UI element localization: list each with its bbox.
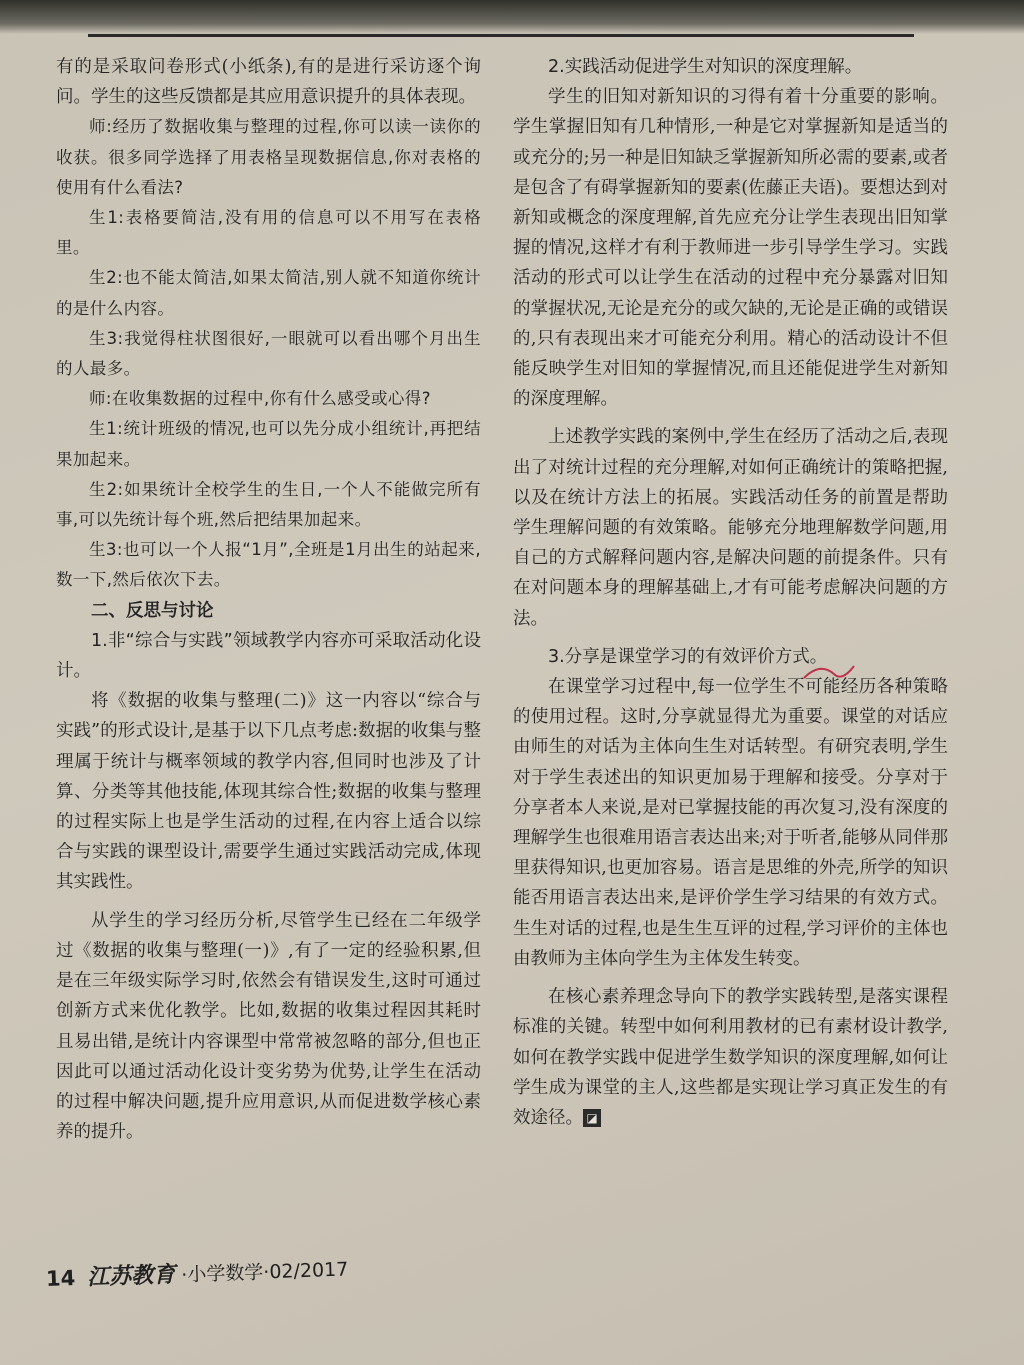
right-paragraph: 学生的旧知对新知识的习得有着十分重要的影响。学生掌握旧知有几种情形,一种是它对掌握新知是适当的或充分的;另一种是旧知缺乏掌握新知所必需的要素,或者是包含了有碍掌握新知的要素(佐藤正夫语)。要想达到对新知或概念的深度理解,首先应充分让学生表现出旧知掌握的情况,这样才有利于教师进一步引导学生学习。实践活动的形式可以让学生在活动的过程中充分暴露对旧知的掌握状况,无论是充分的或欠缺的,无论是正确的或错误的,只有表现出来才可能充分利用。精心的活动设计不但能反映学生对旧知的掌握情况,而且还能促进学生对新知的深度理解。 xyxy=(513,87,948,410)
left-paragraph: 有的是采取问卷形式(小纸条),有的是进行采访逐个询问。学生的这些反馈都是其应用意识提升的具体表现。 xyxy=(56,57,481,108)
left-paragraph: 生2:也不能太简洁,如果太简洁,别人就不知道你统计的是什么内容。 xyxy=(56,268,481,318)
left-paragraph: 将《数据的收集与整理(二)》这一内容以“综合与实践”的形式设计,是基于以下几点考虑:数据的收集与整理属于统计与概率领域的教学内容,但同时也涉及了计算、分类等其他技能,体现其综合性;数据的收集与整理的过程实际上也是学生活动的过程,在内容上适合以综合与实践的课型设计,需要学生通过实践活动完成,体现其实践性。 xyxy=(56,691,481,893)
end-of-article-icon: ◪ xyxy=(583,1109,601,1127)
left-paragraph: 师:在收集数据的过程中,你有什么感受或心得? xyxy=(89,389,431,409)
red-pen-tick-mark xyxy=(800,660,860,688)
top-shadow xyxy=(0,0,1024,34)
right-paragraph: 上述教学实践的案例中,学生在经历了活动之后,表现出了对统计过程的充分理解,对如何正确统计的策略把握,以及在统计方法上的拓展。实践活动任务的前置是帮助学生理解问题的有效策略。能够充分地理解数学问题,用自己的方式解释问题内容,是解决问题的前提条件。只有在对问题本身的理解基础上,才有可能考虑解决问题的方法。 xyxy=(513,427,948,629)
issue-info: ·小学数学·02/2017 xyxy=(180,1258,349,1287)
left-paragraph: 师:经历了数据收集与整理的过程,你可以读一读你的收获。很多同学选择了用表格呈现数据信息,你对表格的使用有什么看法? xyxy=(56,117,481,197)
page-footer xyxy=(45,1251,348,1293)
left-column xyxy=(56,52,481,1147)
left-paragraph: 生3:也可以一个人报“1月”,全班是1月出生的站起来,数一下,然后依次下去。 xyxy=(56,540,481,590)
left-paragraph: 从学生的学习经历分析,尽管学生已经在二年级学过《数据的收集与整理(一)》,有了一定的经验积累,但是在三年级实际学习时,依然会有错误发生,这时可通过创新方式来优化教学。比如,数据的收集过程因其耗时且易出错,是统计内容课型中常常被忽略的部分,但也正因此可以通过活动化设计变劣势为优势,让学生在活动的过程中解决问题,提升应用意识,从而促进数学核心素养的提升。 xyxy=(56,910,481,1143)
right-paragraph: 在课堂学习过程中,每一位学生不可能经历各种策略的使用过程。这时,分享就显得尤为重要。课堂的对话应由师生的对话为主体向生生对话转型。有研究表明,学生对于学生表述出的知识更加易于理解和接受。分享对于分享者本人来说,是对已掌握技能的再次复习,没有深度的理解学生也很难用语言表达出来;对于听者,能够从同伴那里获得知识,也更加容易。语言是思维的外壳,所学的知识能否用语言表达出来,是评价学生学习结果的有效方式。生生对话的过程,也是生生互评的过程,学习评价的主体也由教师为主体向学生为主体发生转变。 xyxy=(513,677,948,969)
right-paragraph: 3.分享是课堂学习的有效评价方式。 xyxy=(548,646,828,667)
left-paragraph: 二、反思与讨论 xyxy=(91,600,214,621)
magazine-brand: 江苏教育 xyxy=(86,1261,176,1291)
left-paragraph: 生1:表格要简洁,没有用的信息可以不用写在表格里。 xyxy=(56,208,481,258)
left-paragraph: 生2:如果统计全校学生的生日,一个人不能做完所有事,可以先统计每个班,然后把结果加起来。 xyxy=(56,479,481,530)
left-paragraph: 1.非“综合与实践”领域教学内容亦可采取活动化设计。 xyxy=(56,630,481,682)
header-rule xyxy=(88,34,914,37)
page-number: 14 xyxy=(45,1265,76,1291)
right-column xyxy=(513,52,948,1133)
left-paragraph: 生1:统计班级的情况,也可以先分成小组统计,再把结果加起来。 xyxy=(56,419,481,469)
right-paragraph: 2.实践活动促进学生对知识的深度理解。 xyxy=(548,57,863,77)
left-paragraph: 生3:我觉得柱状图很好,一眼就可以看出哪个月出生的人最多。 xyxy=(56,328,481,379)
right-paragraph: 在核心素养理念导向下的教学实践转型,是落实课程标准的关键。转型中如何利用教材的已有素材设计教学,如何在教学实践中促进学生数学知识的深度理解,如何让学生成为课堂的主人,这些都是实现让学习真正发生的有效途径。 ◪ xyxy=(513,987,948,1128)
